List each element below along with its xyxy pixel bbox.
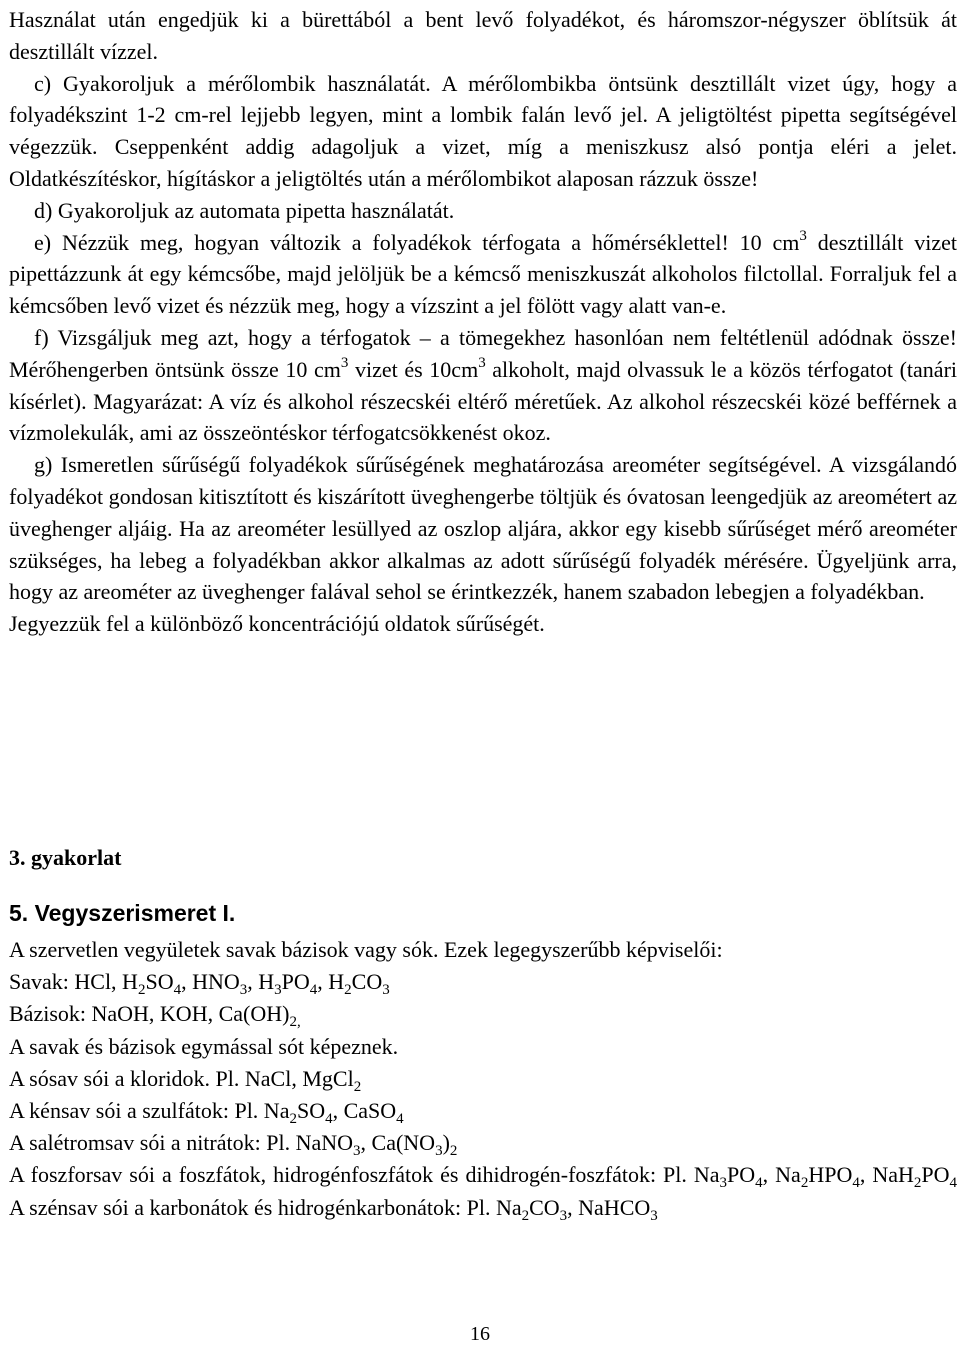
text-run: desztillált vizet pipettázzunk át egy kémcsőbe, majd jelöljük be a kémcső meniszkuszát alkoholos filctollal. Forraljuk fel a kémcsőben levő vizet és nézzük meg, hogy a vízszint a jel fölött vagy alatt van-e. [9,229,957,319]
chapter-heading: 5. Vegyszerismeret I. [9,900,236,926]
text-run: , Na [762,1162,801,1188]
text-run: Bázisok: NaOH, KOH, Ca(OH) [9,1001,290,1027]
text-run: A szénsav sói a karbonátok és hidrogénkarbonátok: Pl. Na [9,1194,522,1220]
sulfates-line [9,1095,957,1127]
text-run: vizet és 10cm [348,356,479,382]
subscript: 4 [396,1111,404,1128]
subscript: 4 [309,982,318,999]
subscript: 3 [559,1207,568,1224]
subscript: 4 [949,1175,958,1192]
text-run: Savak: HCl, H [9,969,138,995]
subscript: 3 [274,982,282,999]
subscript: 4 [173,982,182,999]
subscript: 3 [239,982,248,999]
text-run: , Ca(NO [360,1130,436,1156]
superscript: 3 [799,227,807,244]
text-run: PO [727,1162,756,1188]
chemical-compounds-section [9,934,957,1224]
text-run: SO [296,1098,326,1124]
salts-formation-line [9,1031,957,1063]
bases-line [9,998,957,1030]
text-run: g) Ismeretlen sűrűségű folyadékok sűrűségének meghatározása areométer segítségével. A vizsgálandó folyadékot gondosan kitisztított és kiszárított üveghengerbe töltjük és óvatosan leengedjük az areométert az üveghenger aljáig. Ha az areométer lesüllyed az oszlop aljára, akkor egy kisebb sűrűséget mérő areométer szükséges, ha lebeg a folyadékban akkor alkalmas az adott sűrűségű folyadék mérésére. Ügyeljünk arra, hogy az areométer az üveghenger falával sehol se érintkezzék, hanem szabadon lebegjen a folyadékban. [9,452,957,605]
text-run: d) Gyakoroljuk az automata pipetta használatát. [34,197,455,223]
superscript: 3 [340,354,349,371]
subscript: 3 [650,1207,658,1224]
paragraph-e-thermal-expansion [9,227,957,322]
subscript: 4 [852,1175,860,1192]
practice-heading: 3. gyakorlat [9,845,122,870]
carbonates-line [9,1192,957,1224]
text-run: A foszforsav sói a foszfátok, hidrogénfoszfátok és dihidrogén-foszfátok: Pl. Na [9,1162,720,1188]
text-run: A salétromsav sói a nitrátok: Pl. NaNO [9,1130,354,1156]
phosphates-line [9,1159,957,1191]
text-run: , H [317,969,345,995]
subscript: 2 [289,1111,297,1128]
text-run: Használat után engedjük ki a bürettából a bent levő folyadékot, és háromszor-négyszer öblítsük át desztillált vízzel. [9,7,957,64]
text-run: A sósav sói a kloridok. Pl. NaCl, MgCl [9,1065,354,1091]
text-run: CO [351,969,383,995]
text-run: CO [529,1194,560,1220]
text-run: A kénsav sói a szulfátok: Pl. Na [9,1098,290,1124]
subscript: 2 [800,1175,809,1192]
subscript: 4 [325,1111,333,1128]
nitrates-line [9,1127,957,1159]
superscript: 3 [478,354,486,371]
text-run: f) Vizsgáljuk meg azt, hogy a térfogatok – a tömegekhez hasonlóan nem feltétlenül adódnak össze! Mérőhengerben öntsünk össze 10 cm [9,324,957,382]
text-run: , HNO [181,969,240,995]
subscript: 2 [353,1078,362,1095]
acids-line [9,966,957,998]
text-run: , NaHCO [567,1194,651,1220]
subscript: 3 [353,1143,361,1160]
text-run: , NaH [859,1162,914,1188]
paragraph-f-volume-contraction [9,322,957,449]
text-run: e) Nézzük meg, hogyan változik a folyadékok térfogata a hőmérséklettel! 10 cm [34,229,800,255]
text-run: PO [921,1162,950,1188]
text-run: c) Gyakoroljuk a mérőlombik használatát. A mérőlombikba öntsünk desztillált vizet úgy, hogy a folyadékszint 1-2 cm-rel lejjebb legyen, mint a lombik falán levő jel. A jeligtöltést pipetta segítségével végezzük. Cseppenként addig adagoljuk a vizet, míg a meniszkusz alsó pontja eléri a jelet. Oldatkészítéskor, hígításkor a jeligtöltés után a mérőlombikot alaposan rázzuk össze! [9,70,957,191]
compounds-intro [9,934,957,966]
lab-instructions-section [9,4,957,640]
paragraph-g-areometer [9,449,957,608]
text-run: PO [281,969,310,995]
text-run: Jegyezzük fel a különböző koncentrációjú oldatok sűrűségét. [9,611,545,637]
text-run: A savak és bázisok egymással sót képeznek. [9,1033,399,1059]
subscript: 2 [449,1143,458,1160]
subscript: 3 [382,982,390,999]
text-run: HPO [808,1162,853,1188]
subscript: 2 [521,1207,530,1224]
subscript: 2, [289,1014,301,1031]
subscript: 2 [913,1175,922,1192]
text-run: alkoholt, majd olvassuk le a közös térfogatot (tanári kísérlet). Magyarázat: A víz és alkohol részecskéi eltérő méretűek. Az alkohol részecskéi közé befférnek a vízmolekulák, ami az összeöntéskor térfogatcsökkenést okoz. [9,356,958,446]
subscript: 2 [344,982,352,999]
paragraph-rinse [9,4,957,68]
subscript: 4 [755,1175,763,1192]
subscript: 3 [435,1143,443,1160]
paragraph-d-automatic-pipette [9,195,957,227]
text-run: , CaSO [332,1098,397,1124]
text-run: A szervetlen vegyületek savak bázisok vagy sók. Ezek legegyszerűbb képviselői: [9,937,723,962]
paragraph-record-density [9,608,957,640]
chlorides-line [9,1063,957,1095]
subscript: 2 [137,982,146,999]
text-run: , H [247,969,275,995]
text-run: SO [145,969,174,995]
paragraph-c-volumetric-flask [9,68,957,195]
page-number: 16 [470,1323,490,1345]
subscript: 3 [719,1175,728,1192]
text-run: ) [442,1130,450,1156]
